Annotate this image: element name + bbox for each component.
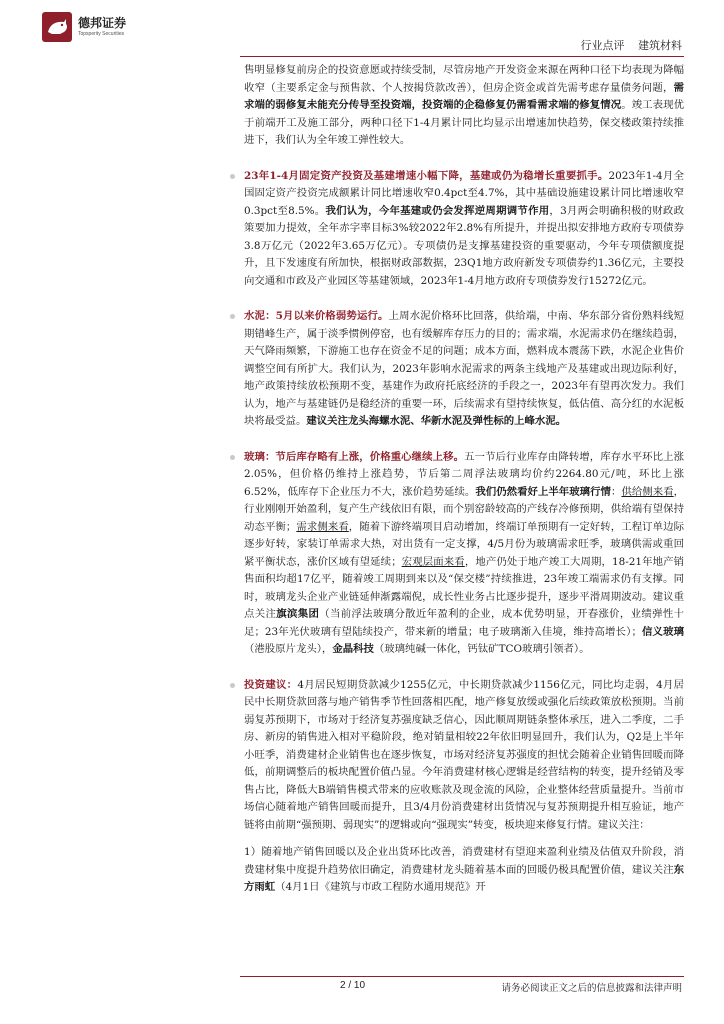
report-industry: 建筑材料 — [638, 39, 682, 52]
header-divider — [240, 56, 684, 57]
page-header — [0, 0, 724, 60]
footer-divider — [240, 976, 684, 977]
report-category: 行业点评 — [580, 39, 625, 52]
bullet-dot — [230, 314, 235, 319]
section-glass: 玻璃：节后库存略有上涨，价格重心继续上移。五一节后行业库存由降转增，库存水平环比上涨2.05%，但价格仍维持上涨趋势，节后第二周浮法玻璃均价约2264.80元/吨，环比上涨6.52%，低库存下企业压力不大，涨价趋势延续。我们仍然看好上半年玻璃行情：供给侧来看，行业刚刚开始盈利，复产生产线依旧有限，而个别窑龄较高的产线存冷修预期，供给端有望保持动态平衡；需求侧来看，随着下游终端项目启动增加，终端订单预期有一定好转，工程订单边际逐步好转，家装订单需求大热，对出货有一定支撑，4/5月份为玻璃需求旺季，玻璃供需或重回紧平衡状态，涨价区域有望延续；宏观层面来看，地产仍处于地产竣工大周期，18-21年地产销售面积均超17亿平，随着竣工周期到来以及“保交楼”持续推进，23年竣工端需求仍有支撑。同时，玻璃龙头企业产业链延伸渐露端倪，成长性业务占比逐步提升，逐步平滑周期波动。建议重点关注旗滨集团（当前浮法玻璃分散近年盈利的企业，成本优势明显，开春涨价，业绩弹性十足；23年光伏玻璃有望陆续投产，带来新的增量；电子玻璃渐入佳境，维持高增长）；信义玻璃（港股原片龙头），金晶科技（玻璃纯碱一体化，钙钛矿TCO玻璃引领者）。 — [244, 449, 684, 659]
bullet-dot — [230, 683, 235, 688]
section-cement: 水泥：5月以来价格弱势运行。上周水泥价格环比回落，供给端，中南、华东部分省份熟料线短期错峰生产，属于淡季惯例停窑，也有缓解库存压力的目的；需求端，水泥需求仍在继续趋弱，天气降雨频繁，下游施工也存在资金不足的问题；成本方面，燃料成本震荡下跌，水泥企业售价调整空间有所扩大。我们认为，2023年影响水泥需求的两条主线地产及基建或出现边际利好，地产政策持续放松预期不变，基建作为政府托底经济的手段之一，2023年有望再次发力。我们认为，地产与基建链仍是稳经济的重要一环，后续需求有望持续恢复，低估值、高分红的水泥板块将最受益。建议关注龙头海螺水泥、华新水泥及弹性标的上峰水泥。 — [244, 308, 684, 431]
bullet-dot — [230, 174, 235, 179]
section-heading: 水泥：5月以来价格弱势运行。 — [244, 310, 389, 322]
bull-logo-icon — [42, 12, 72, 42]
section-fixed-asset-investment: 23年1-4月固定资产投资及基建增速小幅下降，基建或仍为稳增长重要抓手。2023年1-4月全国固定资产投资完成额累计同比增速收窄0.4pct至4.7%，其中基础设施建设累计同比增速收窄0.3pct至8.5%。我们认为，今年基建或仍会发挥逆周期调节作用，3月两会明确积极的财政政策要加力提效，全年赤字率目标3%较2022年2.8%有所提升，并提出拟安排地方政府专项债券3.8万亿元（2022年3.65万亿元）。专项债仍是支撑基建投资的重要驱动，今年专项债额度提升，且下发速度有所加快，根据财政部数据，23Q1地方政府新发专项债券约1.36亿元，主要投向交通和市政及产业园区等基建领域，2023年1-4月地方政府专项债券发行15272亿元。 — [244, 168, 684, 291]
company-logo — [42, 12, 126, 42]
report-body — [244, 62, 684, 897]
page-number: 2 / 10 — [340, 980, 366, 991]
section-heading: 23年1-4月固定资产投资及基建增速小幅下降，基建或仍为稳增长重要抓手。 — [244, 169, 609, 182]
company-name-en: Topsperity Securities — [78, 31, 125, 37]
legal-disclaimer: 请务必阅读正文之后的信息披露和法律声明 — [501, 983, 682, 994]
section-heading: 投资建议： — [244, 678, 298, 691]
section-heading: 玻璃：节后库存略有上涨，价格重心继续上移。 — [244, 450, 465, 463]
company-name-cn: 德邦证券 — [78, 16, 127, 30]
intro-paragraph: 售明显修复前房企的投资意愿或持续受制，尽管房地产开发资金来源在两种口径下均表现为降幅收窄（主要系定金与预售款、个人按揭贷款改善），但房企资金或首先需考虑存量债务问题，需求端的弱修复未能充分传导至投资端，投资端的企稳修复仍需看需求端的修复情况。竣工表现优于前端开工及施工部分，两种口径下1-4月累计同比均显示出增速加快趋势，保交楼政策持续推进下，我们认为全年竣工弹性较大。 — [244, 64, 685, 146]
report-tags — [571, 37, 683, 53]
section-investment-advice: 投资建议：4月居民短期贷款减少1255亿元，中长期贷款减少1156亿元，同比均走弱，4月居民中长期贷款回落与地产销售季节性回落相匹配，地产修复放缓或强化后续政策放松预期。当前弱复苏预期下，市场对于经济复苏强度缺乏信心，因此顺周期链条整体承压，进入二季度，二手房、新房的销售进入相对平稳阶段，绝对销量相较22年依旧明显回升，我们认为，Q2是上半年小旺季，消费建材企业销售也在逐步恢复，市场对经济复苏强度的担忧会随着企业销售回暖而降低，前期调整后的板块配置价值凸显。今年消费建材核心逻辑是经营结构的转变，提升经销及零售占比，降低大B端销售模式带来的应收账款及现金流的风险，企业整体经营质量提升。当前市场信心随着地产销售回暖而提升，且3/4月份消费建材出货情况与复苏预期提升相互验证，地产链将由前期“强预期、弱现实”的逻辑或向“强现实”转变，板块迎来修复行情。建议关注： 1）随着地产销售回暖以及企业出货环比改善，消费建材有望迎来盈利业绩及估值双升阶段，消费建材集中度提升趋势依旧确定，消费建材龙头随着基本面的回暖仍极具配置价值，建议关注东方雨虹（4月1日《建筑与市政工程防水通用规范》开 — [244, 677, 684, 897]
recommendation-item: 1）随着地产销售回暖以及企业出货环比改善，消费建材有望迎来盈利业绩及估值双升阶段，消费建材集中度提升趋势依旧确定，消费建材龙头随着基本面的回暖仍极具配置价值，建议关注东方雨虹（4月1日《建筑与市政工程防水通用规范》开 — [244, 846, 684, 893]
bullet-dot — [230, 455, 235, 460]
